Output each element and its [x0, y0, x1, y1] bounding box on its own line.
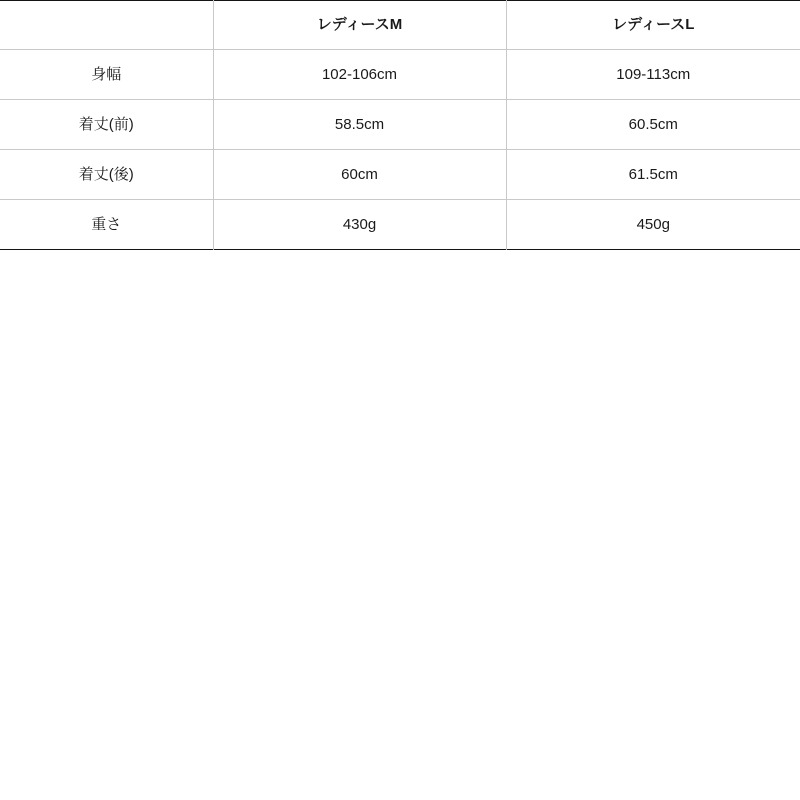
row-label-length-front: 着丈(前): [0, 100, 213, 150]
column-header-ladies-m: レディースM: [213, 1, 506, 50]
cell-length-back-ladies-m: 60cm: [213, 150, 506, 200]
table-header-row: [0, 1, 800, 50]
row-label-weight: 重さ: [0, 200, 213, 250]
cell-weight-ladies-l: 450g: [636, 215, 670, 233]
cell-length-front-ladies-l: 60.5cm: [506, 100, 800, 150]
column-header-ladies-l: レディースL: [506, 1, 800, 50]
size-chart-table: [0, 0, 800, 250]
cell-chest-width-ladies-m: 102-106cm: [213, 50, 506, 100]
table-row: [0, 150, 800, 200]
cell-length-back-ladies-l: 61.5cm: [506, 150, 800, 200]
row-label-chest-width: 身幅: [0, 50, 213, 100]
cell-length-front-ladies-m: 58.5cm: [213, 100, 506, 150]
table-row: [0, 50, 800, 100]
table-row: [0, 200, 800, 250]
cell-weight-ladies-m: 430g: [213, 200, 506, 250]
row-label-length-back: 着丈(後): [0, 150, 213, 200]
table-corner-cell: [0, 1, 213, 50]
table-row: [0, 100, 800, 150]
cell-chest-width-ladies-l: 109-113cm: [506, 50, 800, 100]
